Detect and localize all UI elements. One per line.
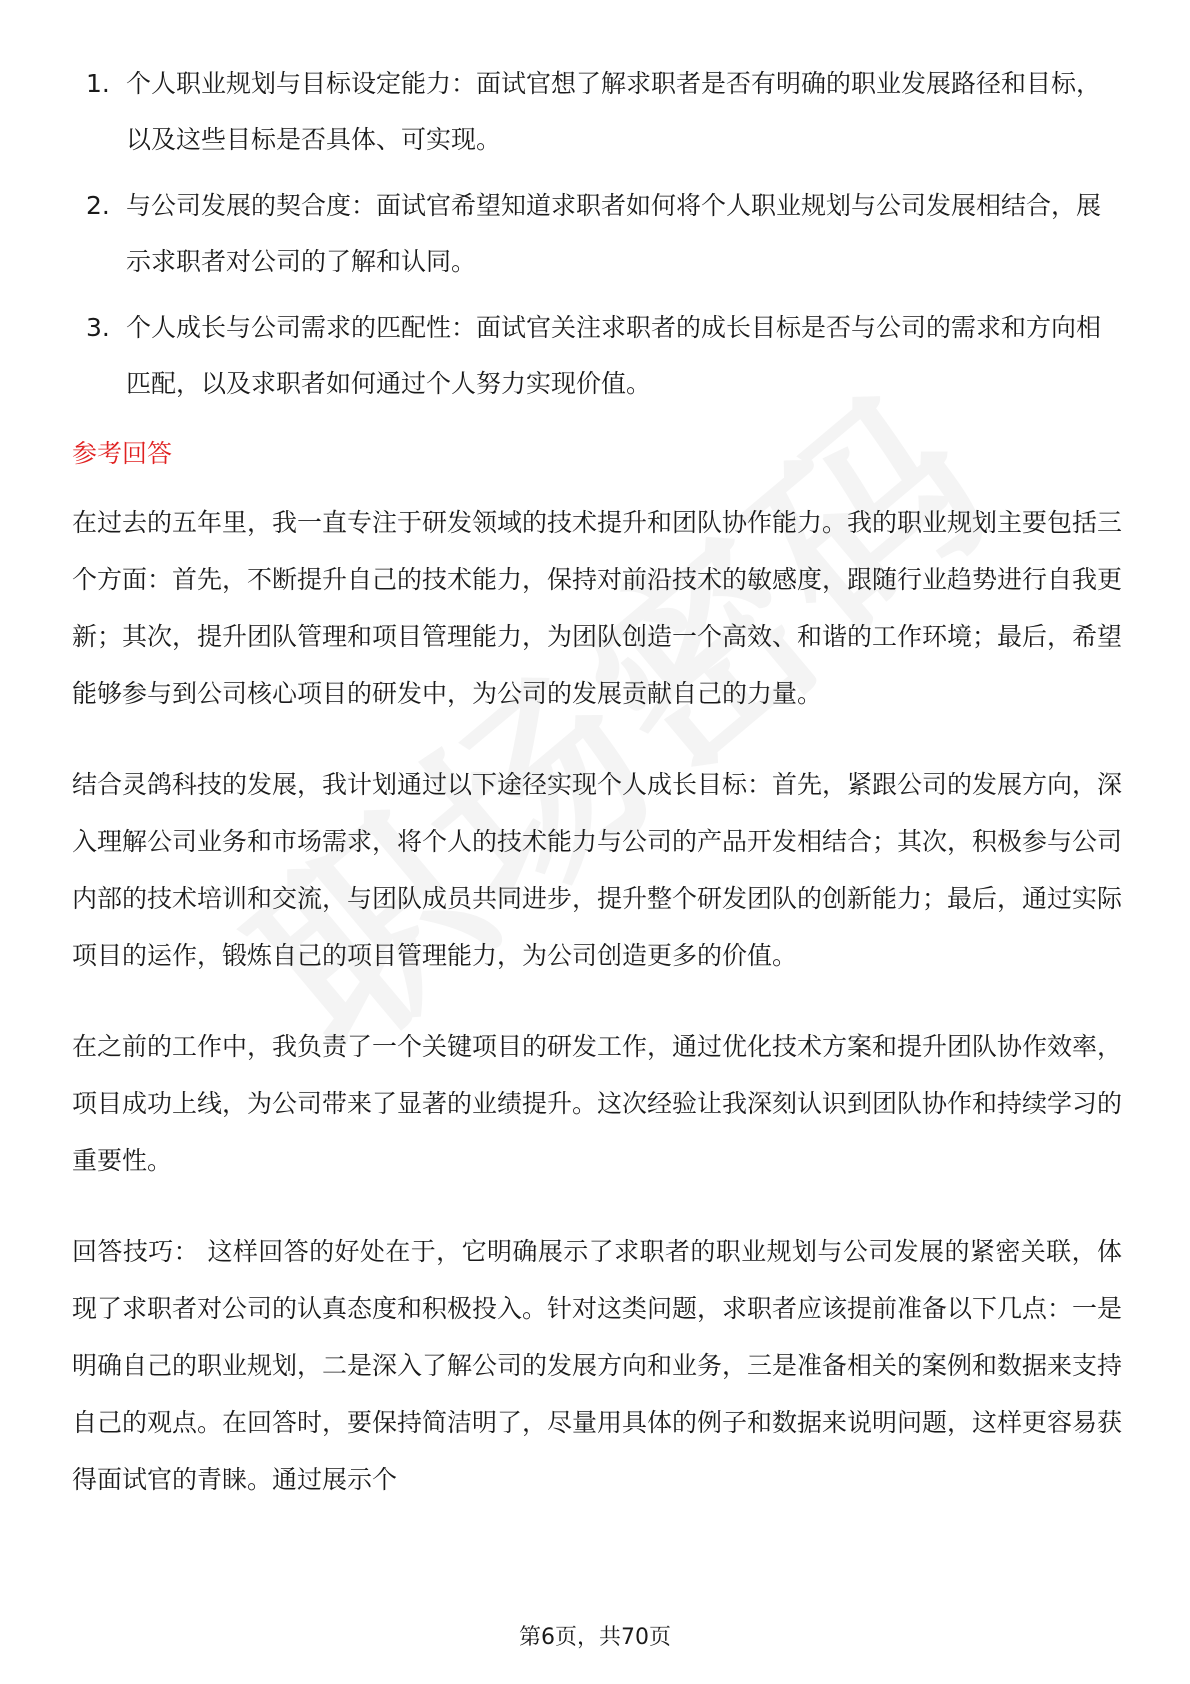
- criteria-list: [72, 56, 1122, 412]
- document-body: [72, 56, 1122, 1542]
- paragraph: 在过去的五年里，我一直专注于研发领域的技术提升和团队协作能力。我的职业规划主要包括三个方面：首先，不断提升自己的技术能力，保持对前沿技术的敏感度，跟随行业趋势进行自我更新；其次，提升团队管理和项目管理能力，为团队创造一个高效、和谐的工作环境；最后，希望能够参与到公司核心项目的研发中，为公司的发展贡献自己的力量。: [72, 508, 1123, 708]
- page-number: 第6页，共70页: [519, 1625, 671, 1650]
- list-item: [72, 56, 1122, 168]
- list-number: 2.: [86, 191, 110, 220]
- list-text: 与公司发展的契合度：面试官希望知道求职者如何将个人职业规划与公司发展相结合，展示求职者对公司的了解和认同。: [126, 191, 1102, 276]
- list-number: 3.: [86, 313, 110, 342]
- paragraph: 回答技巧： 这样回答的好处在于，它明确展示了求职者的职业规划与公司发展的紧密关联，体现了求职者对公司的认真态度和积极投入。针对这类问题，求职者应该提前准备以下几点：一是明确自己的职业规划，二是深入了解公司的发展方向和业务，三是准备相关的案例和数据来支持自己的观点。在回答时，要保持简洁明了，尽量用具体的例子和数据来说明问题，这样更容易获得面试官的青睐。通过展示个: [72, 1237, 1123, 1494]
- list-item: [72, 178, 1122, 290]
- list-item: [72, 300, 1122, 412]
- list-text: 个人职业规划与目标设定能力：面试官想了解求职者是否有明确的职业发展路径和目标，以及这些目标是否具体、可实现。: [126, 69, 1102, 154]
- paragraph: 结合灵鸽科技的发展，我计划通过以下途径实现个人成长目标：首先，紧跟公司的发展方向，深入理解公司业务和市场需求，将个人的技术能力与公司的产品开发相结合；其次，积极参与公司内部的技术培训和交流，与团队成员共同进步，提升整个研发团队的创新能力；最后，通过实际项目的运作，锻炼自己的项目管理能力，为公司创造更多的价值。: [72, 770, 1123, 970]
- list-text: 个人成长与公司需求的匹配性：面试官关注求职者的成长目标是否与公司的需求和方向相匹配，以及求职者如何通过个人努力实现价值。: [126, 313, 1102, 398]
- section-title: 参考回答: [72, 439, 173, 468]
- list-number: 1.: [86, 69, 110, 98]
- paragraph: 在之前的工作中，我负责了一个关键项目的研发工作，通过优化技术方案和提升团队协作效率，项目成功上线，为公司带来了显著的业绩提升。这次经验让我深刻认识到团队协作和持续学习的重要性。: [72, 1032, 1123, 1175]
